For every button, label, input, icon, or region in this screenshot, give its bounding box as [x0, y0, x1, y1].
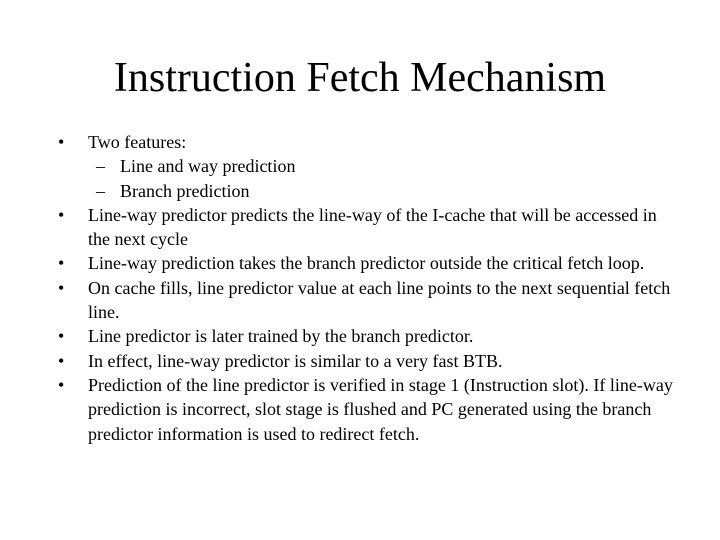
bullet-text: Line-way predictor predicts the line-way of the I-cache that will be accessed in the next cycle	[88, 204, 657, 250]
bullet-text: On cache fills, line predictor value at each line points to the next sequential fetch line.	[88, 277, 671, 323]
sub-bullet-item	[88, 179, 676, 203]
bullet-text: Prediction of the line predictor is verified in stage 1 (Instruction slot). If line-way prediction is incorrect, slot stage is flushed and PC generated using the branch predictor information is used to redirect fetch.	[88, 374, 673, 444]
bullet-text: In effect, line-way predictor is similar to a very fast BTB.	[88, 350, 503, 371]
bullet-icon: •	[58, 374, 65, 395]
bullet-icon: •	[58, 350, 65, 371]
bullet-text: Two features:	[88, 132, 187, 152]
bullet-icon: •	[58, 204, 65, 225]
slide-title: Instruction Fetch Mechanism	[113, 55, 607, 101]
sub-bullet-text: Line and way prediction	[120, 156, 296, 177]
bullet-icon: •	[58, 253, 65, 274]
sub-bullet-text: Branch prediction	[120, 180, 250, 201]
sub-bullet-item	[88, 154, 676, 178]
bullet-item	[56, 251, 676, 275]
bullet-item	[56, 276, 676, 325]
bullet-item	[56, 203, 676, 252]
bullet-item	[56, 349, 676, 373]
bullet-text: Line predictor is later trained by the branch predictor.	[88, 326, 474, 347]
sub-bullet-list	[88, 154, 676, 203]
bullet-item	[56, 373, 676, 446]
bullet-icon: •	[58, 132, 65, 152]
dash-icon: –	[96, 156, 105, 177]
bullet-list	[56, 130, 676, 446]
bullet-icon: •	[58, 326, 65, 347]
dash-icon: –	[96, 180, 105, 201]
bullet-item	[56, 130, 676, 203]
bullet-item	[56, 324, 676, 348]
bullet-text: Line-way prediction takes the branch predictor outside the critical fetch loop.	[88, 253, 645, 274]
bullet-icon: •	[58, 277, 65, 298]
